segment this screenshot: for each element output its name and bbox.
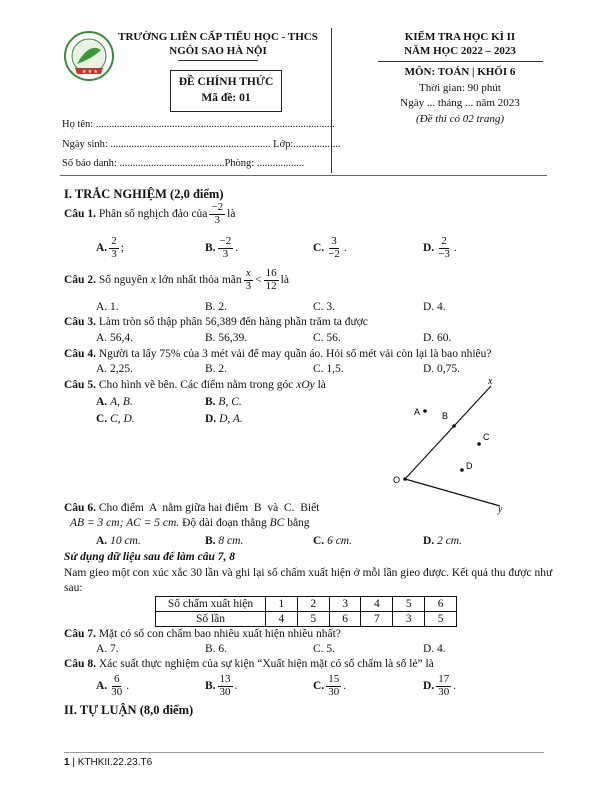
label-a: A (414, 407, 421, 417)
q8-option-d[interactable]: D. $\frac{17}{30}$ . (423, 673, 457, 698)
table-row (156, 597, 457, 612)
id-field: Số báo danh: ........................................Phòng: .................. (62, 158, 305, 169)
q3-option-b[interactable]: B. 56,39. (205, 332, 248, 344)
table-cell: 3 (393, 612, 425, 627)
q2-option-b[interactable]: B. 2. (205, 301, 228, 313)
name-field: Họ tên: ........................................................................................... (62, 119, 335, 130)
q2-option-c[interactable]: C. 3. (313, 301, 336, 313)
q6-option-c[interactable]: C. 6 cm. (313, 535, 352, 547)
exam-title1: KIỂM TRA HỌC KÌ II (404, 31, 516, 43)
table-header-cell: Số chấm xuất hiện (156, 597, 266, 612)
table-row (156, 612, 457, 627)
q1-option-a[interactable]: A. $\frac{2}{3}$ ; (96, 235, 124, 260)
q2-option-d[interactable]: D. 4. (423, 301, 446, 313)
svg-text:★ ★ ★: ★ ★ ★ (82, 70, 98, 75)
section-2-title: II. TỰ LUẬN (8,0 điểm) (64, 703, 194, 717)
question-4: Câu 4. Người ta lấy 75% của 3 mét vải để may quần áo. Hỏi số mét vải còn lại là bao nhiêu? (64, 348, 492, 360)
question-3: Câu 3. Làm tròn số thập phân 56,389 đến hàng phần trăm ta được (64, 316, 368, 328)
q4-option-a[interactable]: A. 2,25. (96, 363, 134, 375)
table-cell: 5 (425, 612, 457, 627)
ray-oy (405, 479, 500, 506)
q4-option-c[interactable]: C. 1,5. (313, 363, 344, 375)
question-8: Câu 8. Xác suất thực nghiệm của sự kiện “Xuất hiện mặt có số chấm là số lẻ” là (64, 658, 434, 670)
question-7: Câu 7. Mặt có số con chấm bao nhiêu xuất hiện nhiều nhất? (64, 628, 341, 640)
exam-code: Mã đề: 01 (201, 92, 251, 104)
q5-option-b[interactable]: B. B, C. (205, 396, 242, 408)
q1-option-d[interactable]: D. $\frac{2}{-3}$ . (423, 235, 457, 260)
q6-option-a[interactable]: A. 10 cm. (96, 535, 141, 547)
school-name-line2: NGÔI SAO HÀ NỘI (169, 45, 267, 57)
q7-option-a[interactable]: A. 7. (96, 643, 119, 655)
q5-option-c[interactable]: C. C, D. (96, 413, 135, 425)
school-name-line1: TRƯỜNG LIÊN CẤP TIỂU HỌC - THCS (118, 31, 318, 43)
q1-option-b[interactable]: B. $\frac{-2}{3}$ . (205, 235, 239, 260)
q1-fraction: $\frac{-2}{3}$ (211, 201, 224, 226)
point-d (460, 468, 464, 472)
label-c: C (483, 432, 490, 442)
page-count: (Đề thi có 02 trang) (416, 113, 504, 125)
table-cell: 1 (266, 597, 298, 612)
q4-option-b[interactable]: B. 2. (205, 363, 228, 375)
q3-option-c[interactable]: C. 56. (313, 332, 341, 344)
table-cell: 3 (329, 597, 361, 612)
table-cell: 6 (425, 597, 457, 612)
q8-option-a[interactable]: A. $\frac{6}{30}$ . (96, 673, 130, 698)
table-cell: 2 (297, 597, 329, 612)
label-b: B (442, 411, 449, 421)
table-cell: 7 (361, 612, 393, 627)
q4-option-d[interactable]: D. 0,75. (423, 363, 461, 375)
q3-option-a[interactable]: A. 56,4. (96, 332, 134, 344)
table-cell: 4 (361, 597, 393, 612)
dice-table (155, 596, 457, 627)
q5-option-a[interactable]: A. A, B. (96, 396, 133, 408)
section-1-title: I. TRẮC NGHIỆM (2,0 điểm) (64, 187, 224, 201)
school-logo (63, 30, 115, 82)
dob-field: Ngày sinh: ............................................................. Lớp:.................. (62, 139, 341, 150)
question-1: Câu 1. Phân số nghịch đảo của $\frac{-2}{3}$ là (64, 201, 236, 226)
duration: Thời gian: 90 phút (419, 82, 501, 94)
q1-option-c[interactable]: C. $\frac{3}{-2}$ . (313, 235, 347, 260)
q7-option-d[interactable]: D. 4. (423, 643, 446, 655)
q8-option-b[interactable]: B. $\frac{13}{30}$ . (205, 673, 238, 698)
table-cell: 4 (266, 612, 298, 627)
subject: MÔN: TOÁN | KHỐI 6 (404, 66, 516, 78)
official-box (170, 70, 282, 112)
ray-ox (405, 386, 491, 479)
point-b (452, 424, 456, 428)
official-label: ĐỀ CHÍNH THỨC (178, 76, 274, 88)
question-6: Câu 6. Cho điểm A nằm giữa hai điểm B và C. Biết (64, 502, 320, 514)
label-x: x (488, 376, 493, 387)
question-6-line2: AB = 3 cm; AC = 5 cm. Độ dài đoạn thẳng BC bằng (70, 517, 310, 529)
q7-option-b[interactable]: B. 6. (205, 643, 228, 655)
q5-option-d[interactable]: D. D, A. (205, 413, 243, 425)
data-intro-text: Nam gieo một con xúc xắc 30 lần và ghi lại số chấm xuất hiện ở mỗi lần gieo được. Kết quả thu được như sau: (64, 567, 553, 594)
data-intro-title: Sử dụng dữ liệu sau để làm câu 7, 8 (64, 551, 235, 563)
question-2: Câu 2. Số nguyên x lớn nhất thỏa mãn $\frac{x}{3}$ < $\frac{16}{12}$ là (64, 267, 289, 292)
label-y: y (498, 504, 503, 515)
point-a (423, 409, 427, 413)
question-5: Câu 5. Cho hình vẽ bên. Các điểm nằm trong góc xOy là (64, 379, 326, 391)
q7-option-c[interactable]: C. 5. (313, 643, 336, 655)
q6-option-b[interactable]: B. 8 cm. (205, 535, 244, 547)
point-c (477, 442, 481, 446)
table-cell: 5 (393, 597, 425, 612)
q3-option-d[interactable]: D. 60. (423, 332, 452, 344)
footer: 1 | KTHKII.22.23.T6 (64, 757, 153, 768)
label-o: O (393, 475, 401, 485)
doc-code: KTHKII.22.23.T6 (77, 757, 153, 768)
page-number: 1 (64, 757, 70, 768)
table-header-cell: Số lần (156, 612, 266, 627)
q2-option-a[interactable]: A. 1. (96, 301, 119, 313)
label-d: D (466, 461, 473, 471)
exam-title2: NĂM HỌC 2022 – 2023 (404, 45, 516, 57)
angle-figure (385, 372, 525, 520)
exam-date: Ngày ... tháng ... năm 2023 (400, 97, 520, 109)
q8-option-c[interactable]: C. $\frac{15}{30}$ . (313, 673, 347, 698)
table-cell: 5 (297, 612, 329, 627)
table-cell: 6 (329, 612, 361, 627)
q6-option-d[interactable]: D. 2 cm. (423, 535, 462, 547)
